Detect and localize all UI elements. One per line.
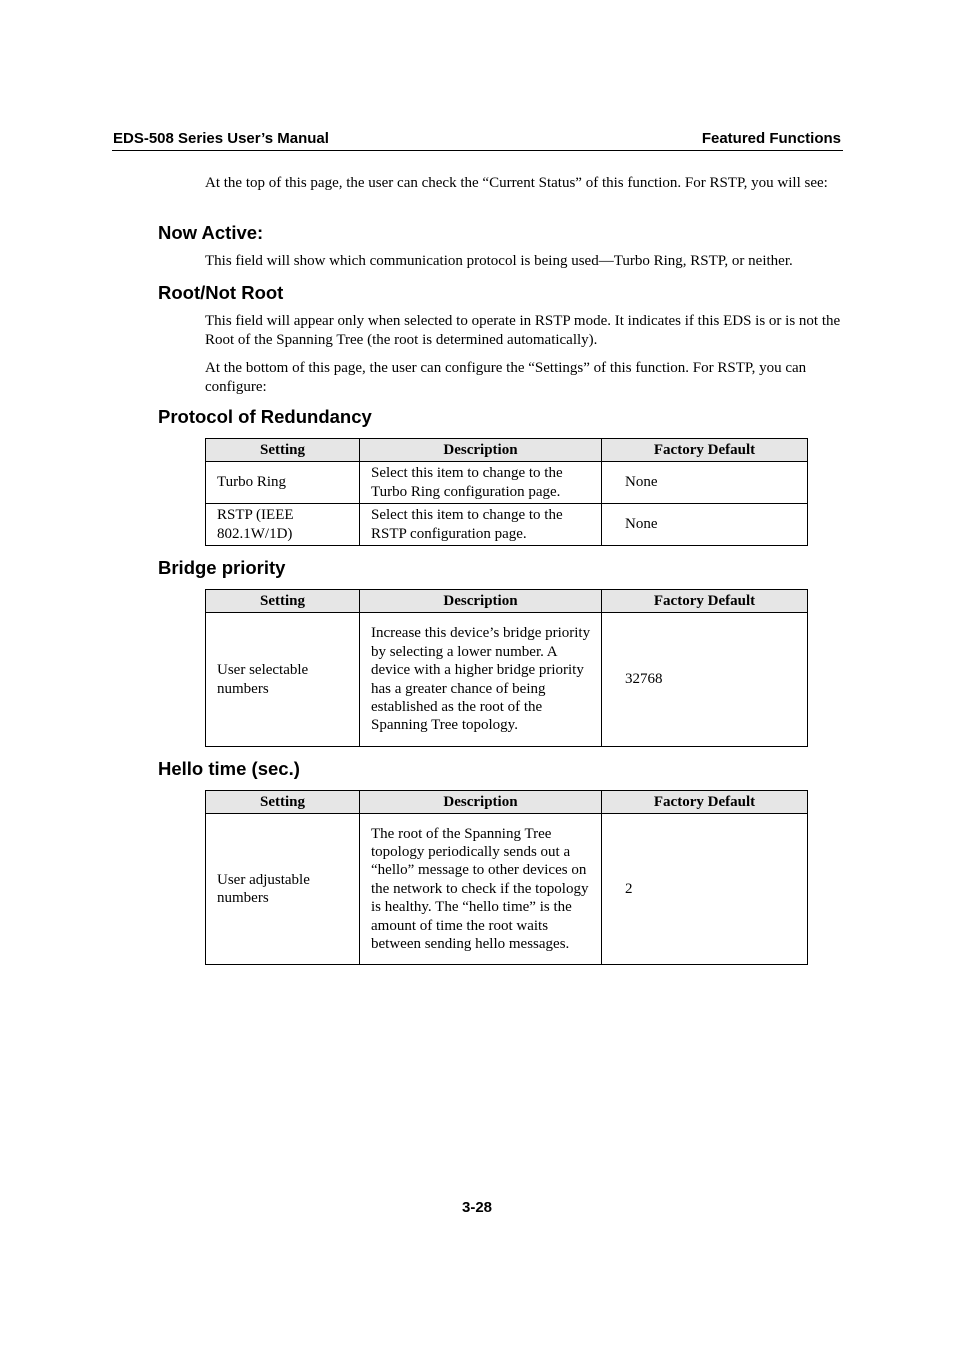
table-row bbox=[206, 462, 808, 504]
col-header-description: Description bbox=[360, 439, 602, 462]
setting-cell: Turbo Ring bbox=[206, 462, 360, 504]
col-header-factory-default: Factory Default bbox=[602, 791, 808, 814]
col-header-description: Description bbox=[360, 590, 602, 613]
table-header-row bbox=[206, 791, 808, 814]
description-cell: Select this item to change to the RSTP configuration page. bbox=[360, 504, 602, 546]
col-header-setting: Setting bbox=[206, 590, 360, 613]
chapter-title: Featured Functions bbox=[701, 130, 841, 147]
running-header bbox=[112, 129, 843, 151]
page-number: 3-28 bbox=[461, 1199, 493, 1216]
protocol-table bbox=[205, 438, 808, 546]
intro-paragraph: At the top of this page, the user can check the “Current Status” of this function. For RSTP, you will see: bbox=[205, 175, 828, 191]
heading-bridge-priority: Bridge priority bbox=[158, 557, 286, 578]
bridge-priority-table bbox=[205, 589, 808, 747]
root-text: This field will appear only when selected to operate in RSTP mode. It indicates if this EDS is or is not the Root of the Spanning Tree (the root is determined automatically). bbox=[205, 313, 841, 348]
table-row bbox=[206, 814, 808, 965]
setting-cell: User selectable numbers bbox=[206, 613, 360, 747]
col-header-factory-default: Factory Default bbox=[602, 590, 808, 613]
setting-cell: RSTP (IEEE 802.1W/1D) bbox=[206, 504, 360, 546]
description-cell: Select this item to change to the Turbo Ring configuration page. bbox=[360, 462, 602, 504]
table-header-row bbox=[206, 439, 808, 462]
default-cell: None bbox=[602, 504, 808, 546]
col-header-setting: Setting bbox=[206, 439, 360, 462]
heading-protocol-of-redundancy: Protocol of Redundancy bbox=[158, 406, 372, 427]
col-header-description: Description bbox=[360, 791, 602, 814]
heading-now-active: Now Active: bbox=[158, 222, 264, 243]
description-cell: The root of the Spanning Tree topology periodically sends out a “hello” message to other devices on the network to check if the topology is healthy. The “hello time” is the amount of time the root waits between sending hello messages. bbox=[360, 814, 602, 965]
default-cell: None bbox=[602, 462, 808, 504]
manual-title: EDS-508 Series User’s Manual bbox=[113, 130, 329, 147]
description-cell: Increase this device’s bridge priority by selecting a lower number. A device with a higher bridge priority has a greater chance of being established as the root of the Spanning Tree topology. bbox=[360, 613, 602, 747]
bottom-intro-paragraph: At the bottom of this page, the user can configure the “Settings” of this function. For RSTP, you can configure: bbox=[205, 360, 807, 395]
table-header-row bbox=[206, 590, 808, 613]
heading-root-not-root: Root/Not Root bbox=[158, 282, 284, 303]
default-cell: 2 bbox=[602, 814, 808, 965]
col-header-setting: Setting bbox=[206, 791, 360, 814]
now-active-text: This field will show which communication protocol is being used—Turbo Ring, RSTP, or neither. bbox=[205, 253, 793, 269]
heading-hello-time: Hello time (sec.) bbox=[158, 758, 300, 779]
setting-cell: User adjustable numbers bbox=[206, 814, 360, 965]
table-row bbox=[206, 504, 808, 546]
col-header-factory-default: Factory Default bbox=[602, 439, 808, 462]
default-cell: 32768 bbox=[602, 613, 808, 747]
hello-time-table bbox=[205, 790, 808, 965]
table-row bbox=[206, 613, 808, 747]
